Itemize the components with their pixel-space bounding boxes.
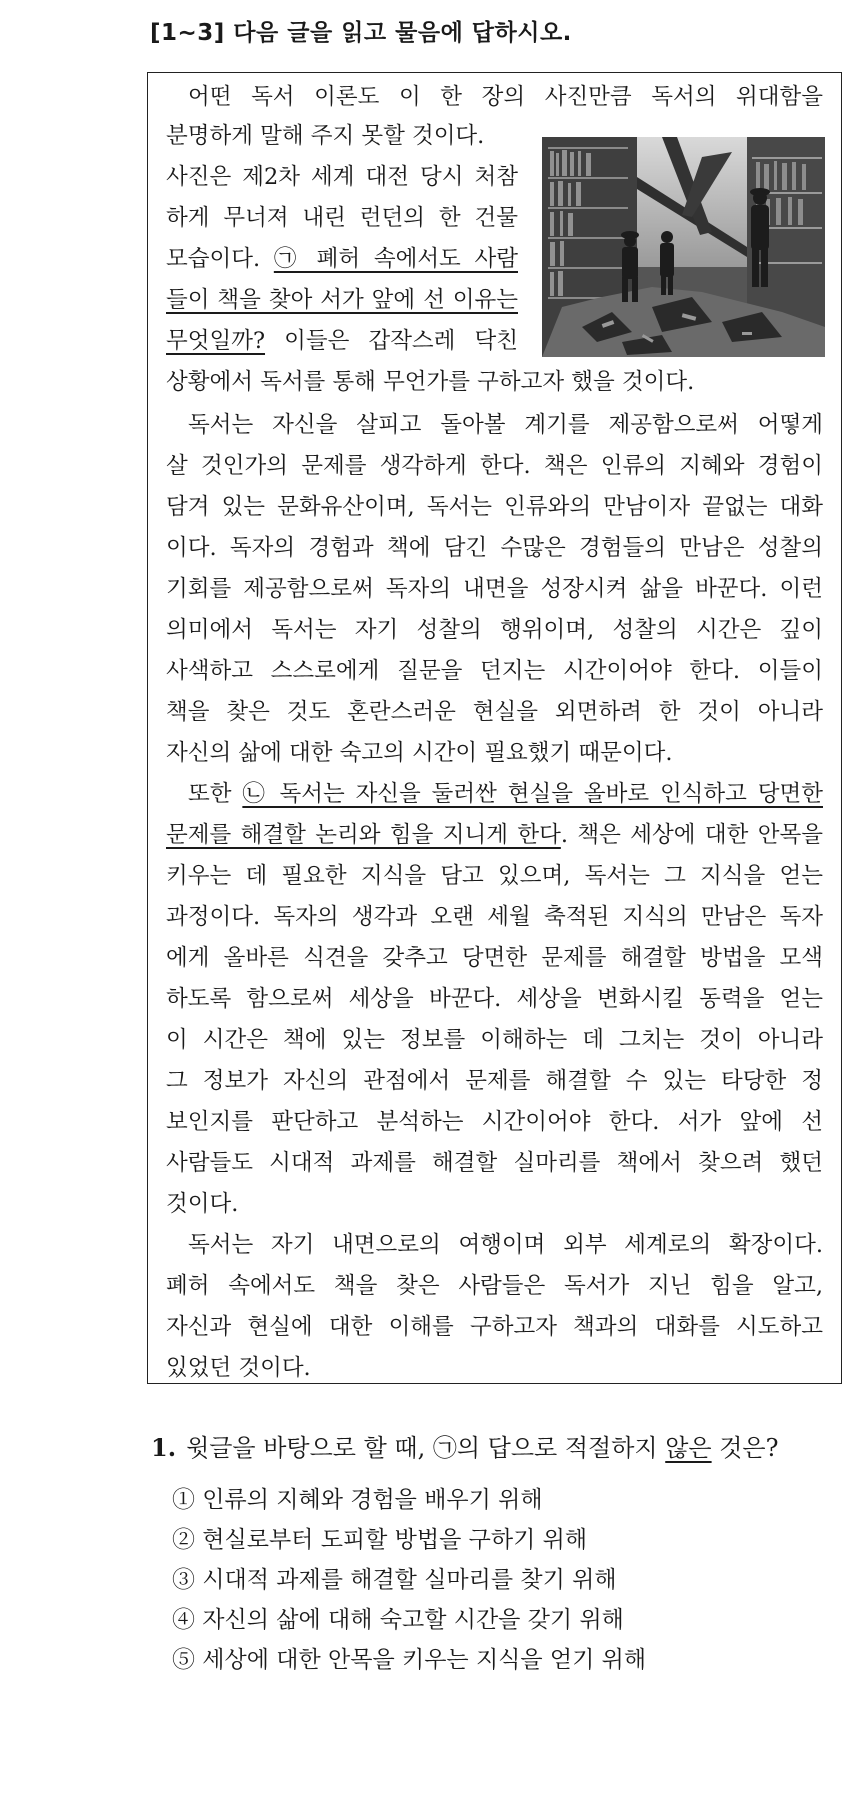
underlined-sentence-b: ㉡ 독서는 자신을 둘러싼 현실을 올바로 인식하고 당면한 xyxy=(242,781,823,807)
passage-line: 의미에서 독서는 자기 성찰의 행위이며, 성찰의 시간은 깊이 xyxy=(166,617,823,643)
passage-line: 키우는 데 필요한 지식을 담고 있으며, 독서는 그 지식을 얻는 xyxy=(166,863,823,889)
answer-option-1[interactable]: ① 인류의 지혜와 경험을 배우기 위해 xyxy=(172,1487,543,1513)
passage-line: 상황에서 독서를 통해 무언가를 구하고자 했을 것이다. xyxy=(166,369,695,395)
passage-line: 사람들도 시대적 과제를 해결할 실마리를 책에서 찾으려 했던 xyxy=(166,1150,823,1176)
passage-line: 폐허 속에서도 책을 찾은 사람들은 독서가 지닌 힘을 알고, xyxy=(166,1273,823,1299)
library-ruins-photo xyxy=(542,137,825,357)
passage-line: 분명하게 말해 주지 못할 것이다. xyxy=(166,123,485,149)
passage-line: 과정이다. 독자의 생각과 오랜 세월 축적된 지식의 만남은 독자 xyxy=(166,904,823,930)
passage-line: 문제를 해결할 논리와 힘을 지니게 한다. 책은 세상에 대한 안목을 xyxy=(166,822,823,848)
passage-line: 독서는 자기 내면으로의 여행이며 외부 세계로의 확장이다. xyxy=(188,1232,823,1258)
underlined-question-a: ㉠ 폐허 속에서도 사람 xyxy=(273,246,518,272)
passage-line: 그 정보가 자신의 관점에서 문제를 해결할 수 있는 타당한 정 xyxy=(166,1068,823,1094)
passage-line: 모습이다. ㉠ 폐허 속에서도 사람 xyxy=(166,246,518,272)
passage-line: 어떤 독서 이론도 이 한 장의 사진만큼 독서의 위대함을 xyxy=(188,84,823,110)
passage-line: 또한 ㉡ 독서는 자신을 둘러싼 현실을 올바로 인식하고 당면한 xyxy=(188,781,823,807)
passage-line: 사진은 제2차 세계 대전 당시 처참 xyxy=(166,164,518,190)
answer-option-2[interactable]: ② 현실로부터 도피할 방법을 구하기 위해 xyxy=(172,1527,588,1553)
passage-line: 책을 찾은 것도 혼란스러운 현실을 외면하려 한 것이 아니라 xyxy=(166,699,823,725)
passage-line: 들이 책을 찾아 서가 앞에 선 이유는 xyxy=(166,287,518,313)
passage-line: 있었던 것이다. xyxy=(166,1355,311,1381)
passage-line: 사색하고 스스로에게 질문을 던지는 시간이어야 한다. 이들이 xyxy=(166,658,823,684)
passage-line: 살 것인가의 문제를 생각하게 한다. 책은 인류의 지혜와 경험이 xyxy=(166,453,823,479)
answer-option-5[interactable]: ⑤ 세상에 대한 안목을 키우는 지식을 얻기 위해 xyxy=(172,1647,647,1673)
emphasis-not: 않은 xyxy=(665,1434,712,1462)
passage-line: 하게 무너져 내린 런던의 한 건물 xyxy=(166,205,518,231)
section-heading: [1~3] 다음 글을 읽고 물음에 답하시오. xyxy=(150,20,572,46)
passage-line: 이 시간은 책에 있는 정보를 이해하는 데 그치는 것이 아니라 xyxy=(166,1027,823,1053)
passage-line: 기회를 제공함으로써 독자의 내면을 성장시켜 삶을 바꾼다. 이런 xyxy=(166,576,823,602)
passage-line: 에게 올바른 식견을 갖추고 당면한 문제를 해결할 방법을 모색 xyxy=(166,945,823,971)
passage-line: 것이다. xyxy=(166,1191,239,1217)
passage-line: 자신의 삶에 대한 숙고의 시간이 필요했기 때문이다. xyxy=(166,740,673,766)
answer-option-4[interactable]: ④ 자신의 삶에 대해 숙고할 시간을 갖기 위해 xyxy=(172,1607,624,1633)
passage-line: 담겨 있는 문화유산이며, 독서는 인류와의 만남이자 끝없는 대화 xyxy=(166,494,823,520)
passage-line: 보인지를 판단하고 분석하는 시간이어야 한다. 서가 앞에 선 xyxy=(166,1109,823,1135)
passage-line: 무엇일까? 이들은 갑작스레 닥친 xyxy=(166,328,518,354)
passage-line: 자신과 현실에 대한 이해를 구하고자 책과의 대화를 시도하고 xyxy=(166,1314,823,1340)
passage-line: 독서는 자신을 살피고 돌아볼 계기를 제공함으로써 어떻게 xyxy=(188,412,823,438)
passage-line: 이다. 독자의 경험과 책에 담긴 수많은 경험들의 만남은 성찰의 xyxy=(166,535,823,561)
question-1: 1. 윗글을 바탕으로 할 때, ㉠의 답으로 적절하지 않은 것은? xyxy=(151,1433,779,1462)
answer-option-3[interactable]: ③ 시대적 과제를 해결할 실마리를 찾기 위해 xyxy=(172,1567,617,1593)
passage-line: 하도록 함으로써 세상을 바꾼다. 세상을 변화시킬 동력을 얻는 xyxy=(166,986,823,1012)
question-number: 1. xyxy=(151,1433,177,1462)
